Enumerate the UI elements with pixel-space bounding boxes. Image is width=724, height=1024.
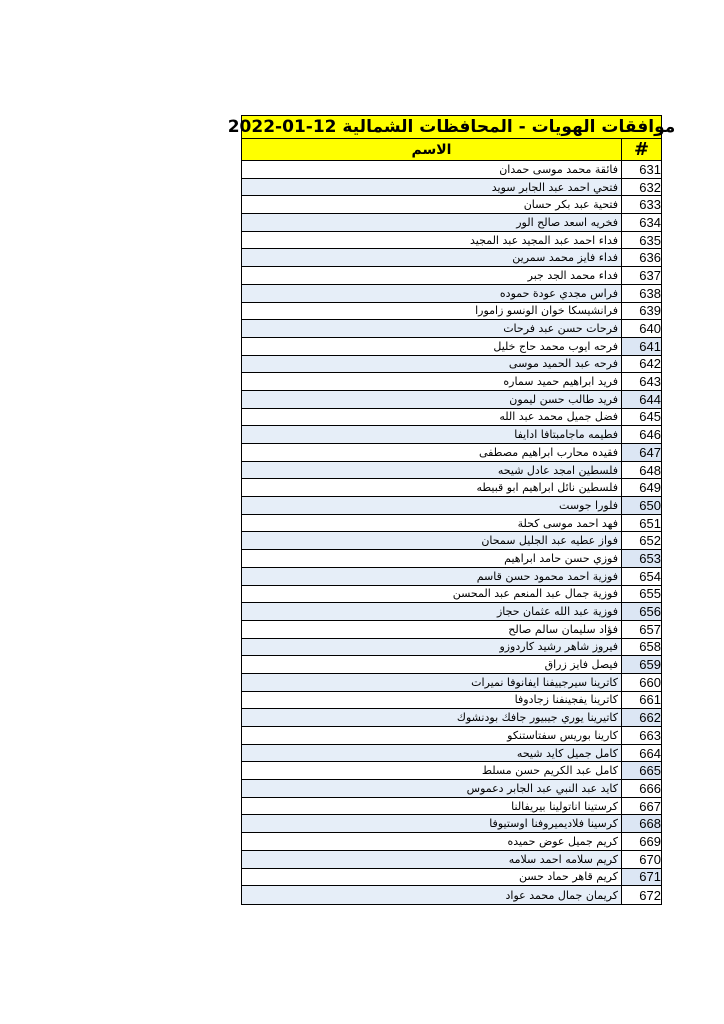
row-number: 638 — [621, 285, 661, 302]
table-row — [242, 780, 661, 798]
row-name: فتحية عبد بكر حسان — [523, 198, 618, 212]
row-name: فرانشيسكا خوان الونسو زامورا — [475, 304, 618, 318]
row-name: فخريه اسعد صالح الور — [242, 214, 621, 231]
table-body — [242, 161, 661, 904]
table-row — [242, 692, 661, 710]
row-name: كريم جميل عوض حميده — [507, 834, 618, 848]
table-row — [242, 232, 661, 250]
row-name: فهد احمد موسى كحلة — [517, 516, 618, 530]
row-number: 656 — [621, 603, 661, 620]
table-row — [242, 586, 661, 604]
row-number: 660 — [621, 674, 661, 691]
row-name: فطيمه ماجامبتافا ادايفا — [242, 426, 621, 443]
row-name: فواز عطيه عبد الجليل سمحان — [242, 532, 621, 549]
row-number: 668 — [621, 815, 661, 832]
table-row — [242, 745, 661, 763]
table-row — [242, 267, 661, 285]
row-name: فداء محمد الجد جبر — [527, 268, 618, 282]
row-name: فلسطين نائل ابراهيم ابو قبيطه — [476, 481, 618, 495]
row-name: فلورا جوست — [242, 497, 621, 514]
row-number: 652 — [621, 532, 661, 549]
table-row — [242, 249, 661, 267]
table-row — [242, 391, 661, 409]
row-name: فوزي حسن حامد ابراهيم — [504, 551, 618, 565]
table-row — [242, 356, 661, 374]
row-number: 636 — [621, 249, 661, 266]
table-title: موافقات الهويات - المحافظات الشمالية 12-01-2022 — [227, 117, 676, 137]
row-number: 650 — [621, 497, 661, 514]
row-name: فوزية جمال عبد المنعم عبد المحسن — [452, 587, 618, 601]
table-row — [242, 285, 661, 303]
table-row — [242, 621, 661, 639]
table-row — [242, 338, 661, 356]
header-name: الاسم — [411, 141, 452, 158]
table-row — [242, 798, 661, 816]
table-row — [242, 639, 661, 657]
row-name: فرحه ايوب محمد حاج خليل — [493, 339, 618, 353]
row-number: 633 — [621, 196, 661, 213]
table-row — [242, 869, 661, 887]
row-number: 659 — [621, 656, 661, 673]
row-name: فوزية عبد الله عثمان حجاز — [242, 603, 621, 620]
row-number: 640 — [621, 320, 661, 337]
row-number: 634 — [621, 214, 661, 231]
row-name: فداء احمد عبد المجيد عبد المجيد — [470, 233, 618, 247]
row-number: 645 — [621, 409, 661, 426]
row-number: 653 — [621, 550, 661, 567]
row-number: 654 — [621, 568, 661, 585]
row-number: 665 — [621, 762, 661, 779]
row-number: 670 — [621, 851, 661, 868]
row-number: 647 — [621, 444, 661, 461]
row-number: 655 — [621, 586, 661, 603]
table-row — [242, 373, 661, 391]
table-row — [242, 550, 661, 568]
table-row — [242, 603, 661, 621]
row-number: 631 — [621, 161, 661, 178]
row-name: كريم قاهر حماد حسن — [518, 870, 618, 884]
row-name: فلسطين امجد عادل شيحه — [242, 462, 621, 479]
row-number: 641 — [621, 338, 661, 355]
row-name: كاترينا يفجينفنا زجادوفا — [514, 693, 618, 707]
row-name: كارينا بوريس سفتاستنكو — [507, 728, 618, 742]
row-number: 639 — [621, 303, 661, 320]
row-name: كريمان جمال محمد عواد — [242, 886, 621, 904]
row-name: كرسينا فلاديميروفنا اوستيوفا — [242, 815, 621, 832]
row-name: كريم سلامه احمد سلامه — [242, 851, 621, 868]
row-name: فداء فايز محمد سمرين — [242, 249, 621, 266]
row-name: كاترينا سيرجييفنا ايفانوفا نميرات — [242, 674, 621, 691]
table-row — [242, 497, 661, 515]
table-row — [242, 196, 661, 214]
table-row — [242, 303, 661, 321]
row-number: 672 — [621, 886, 661, 904]
approvals-table — [227, 115, 676, 905]
row-number: 643 — [621, 373, 661, 390]
table-row — [242, 426, 661, 444]
row-name: فريد ابراهيم حميد سماره — [503, 375, 618, 389]
row-number: 663 — [621, 727, 661, 744]
row-number: 662 — [621, 709, 661, 726]
row-number: 649 — [621, 479, 661, 496]
row-number: 637 — [621, 267, 661, 284]
row-name: كامل جميل كايد شيحه — [242, 745, 621, 762]
row-number: 667 — [621, 798, 661, 815]
table-row — [242, 656, 661, 674]
row-number: 657 — [621, 621, 661, 638]
row-number: 632 — [621, 179, 661, 196]
row-number: 671 — [621, 869, 661, 886]
row-number: 642 — [621, 356, 661, 373]
table-row — [242, 320, 661, 338]
table-row — [242, 444, 661, 462]
row-name: فضل جميل محمد عبد الله — [499, 410, 618, 424]
row-name: فرحه عبد الحميد موسى — [242, 356, 621, 373]
row-name: كرستينا اناتولينا بيريفالنا — [511, 799, 618, 813]
row-number: 669 — [621, 833, 661, 850]
table-row — [242, 462, 661, 480]
table-row — [242, 214, 661, 232]
table-row — [242, 674, 661, 692]
row-name: كامل عبد الكريم حسن مسلط — [481, 764, 618, 778]
table-row — [242, 532, 661, 550]
table-row — [242, 568, 661, 586]
table-row — [242, 727, 661, 745]
table-header — [242, 139, 661, 161]
row-name: فيصل فايز زراق — [544, 658, 618, 672]
header-number: # — [621, 139, 661, 160]
row-name: فقيده محارب ابراهيم مصطفى — [478, 445, 618, 459]
row-number: 648 — [621, 462, 661, 479]
row-name: كاتيرينا يوري جيبيور جافك بودنشوك — [242, 709, 621, 726]
table-row — [242, 161, 661, 179]
row-name: كايد عبد النبي عبد الجابر دعموس — [242, 780, 621, 797]
row-name: فراس مجدي عودة حموده — [242, 285, 621, 302]
row-number: 635 — [621, 232, 661, 249]
row-name: فائقة محمد موسى حمدان — [499, 162, 618, 176]
row-number: 651 — [621, 515, 661, 532]
table-row — [242, 833, 661, 851]
row-number: 644 — [621, 391, 661, 408]
table-row — [242, 709, 661, 727]
row-number: 661 — [621, 692, 661, 709]
row-name: فتحي احمد عبد الجابر سويد — [242, 179, 621, 196]
table-row — [242, 815, 661, 833]
row-name: فرحات حسن عبد فرحات — [242, 320, 621, 337]
row-name: فؤاد سليمان سالم صالح — [508, 622, 618, 636]
row-name: فيروز شاهر رشيد كاردوزو — [242, 639, 621, 656]
row-number: 664 — [621, 745, 661, 762]
table-row — [242, 515, 661, 533]
row-number: 646 — [621, 426, 661, 443]
table-row — [242, 179, 661, 197]
table-row — [242, 762, 661, 780]
row-name: فوزية احمد محمود حسن قاسم — [242, 568, 621, 585]
table-row — [242, 851, 661, 869]
table-row — [242, 479, 661, 497]
row-name: فريد طالب حسن ليمون — [242, 391, 621, 408]
table-row — [242, 409, 661, 427]
row-number: 666 — [621, 780, 661, 797]
row-number: 658 — [621, 639, 661, 656]
table-row — [242, 886, 661, 904]
